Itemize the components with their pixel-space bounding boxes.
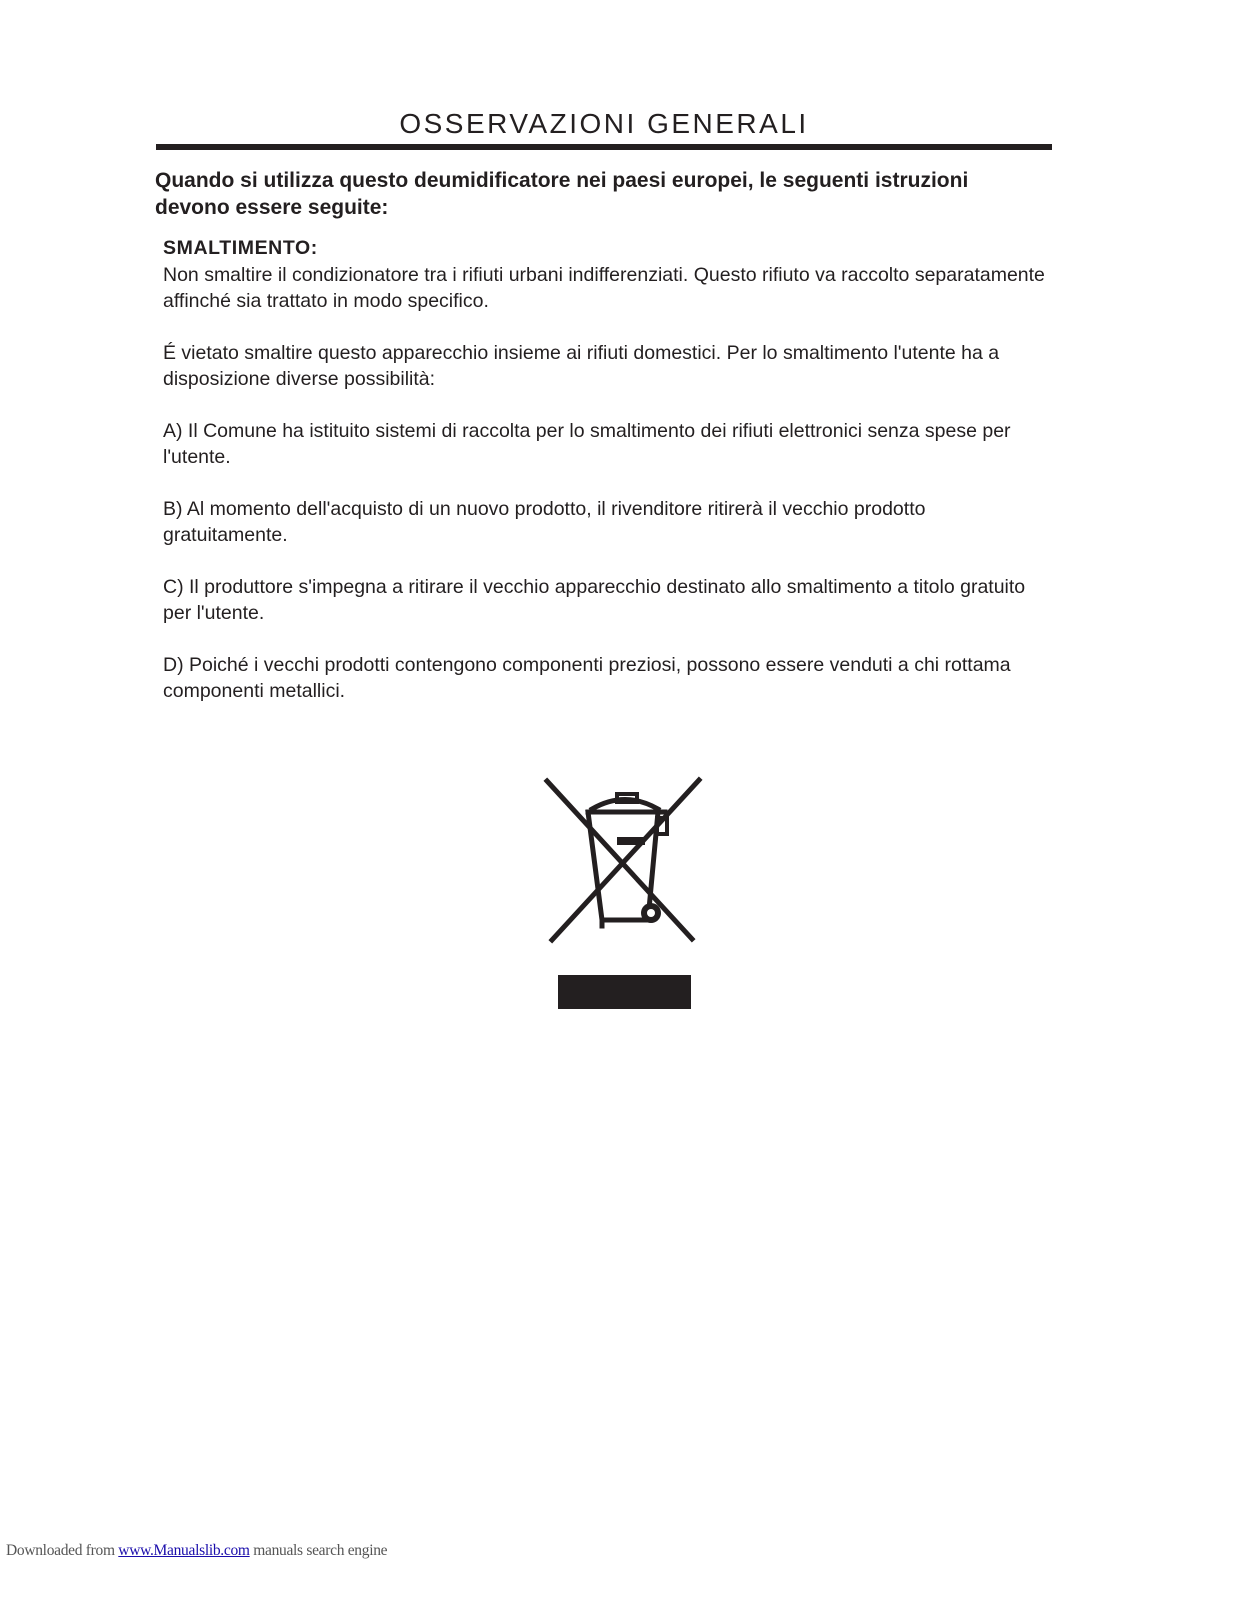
manualslib-link[interactable]: www.Manualslib.com xyxy=(118,1542,250,1559)
footer xyxy=(6,1542,387,1560)
paragraph-option-c: C) Il produttore s'impegna a ritirare il vecchio apparecchio destinato allo smaltimento a titolo gratuito per l'utente. xyxy=(163,576,1026,624)
paragraph-unsorted-waste: Non smaltire il condizionatore tra i rifiuti urbani indifferenziati. Questo rifiuto va raccolto separatamente affinché sia trattato in modo specifico. xyxy=(163,264,1045,312)
weee-bar xyxy=(558,975,691,1009)
paragraph-option-a: A) Il Comune ha istituito sistemi di raccolta per lo smaltimento dei rifiuti elettronici senza spese per l'utente. xyxy=(163,420,1011,468)
paragraph-option-b: B) Al momento dell'acquisto di un nuovo prodotto, il rivenditore ritirerà il vecchio prodotto gratuitamente. xyxy=(163,498,926,546)
footer-prefix: Downloaded from xyxy=(6,1542,119,1559)
crossed-out-wheelie-bin-icon xyxy=(540,772,706,948)
paragraph-prohibition: É vietato smaltire questo apparecchio insieme ai rifiuti domestici. Per lo smaltimento l'utente ha a disposizione diverse possibilità: xyxy=(163,342,1000,390)
page-title: OSSERVAZIONI GENERALI xyxy=(399,108,809,139)
disposal-section xyxy=(163,235,1053,730)
footer-suffix: manuals search engine xyxy=(249,1542,388,1559)
paragraph-option-d: D) Poiché i vecchi prodotti contengono componenti preziosi, possono essere venduti a chi rottama componenti metallici. xyxy=(163,654,1011,702)
intro-text: Quando si utilizza questo deumidificatore nei paesi europei, le seguenti istruzioni devono essere seguite: xyxy=(155,169,969,219)
section-heading: SMALTIMENTO: xyxy=(163,237,318,259)
title-divider xyxy=(156,144,1052,150)
